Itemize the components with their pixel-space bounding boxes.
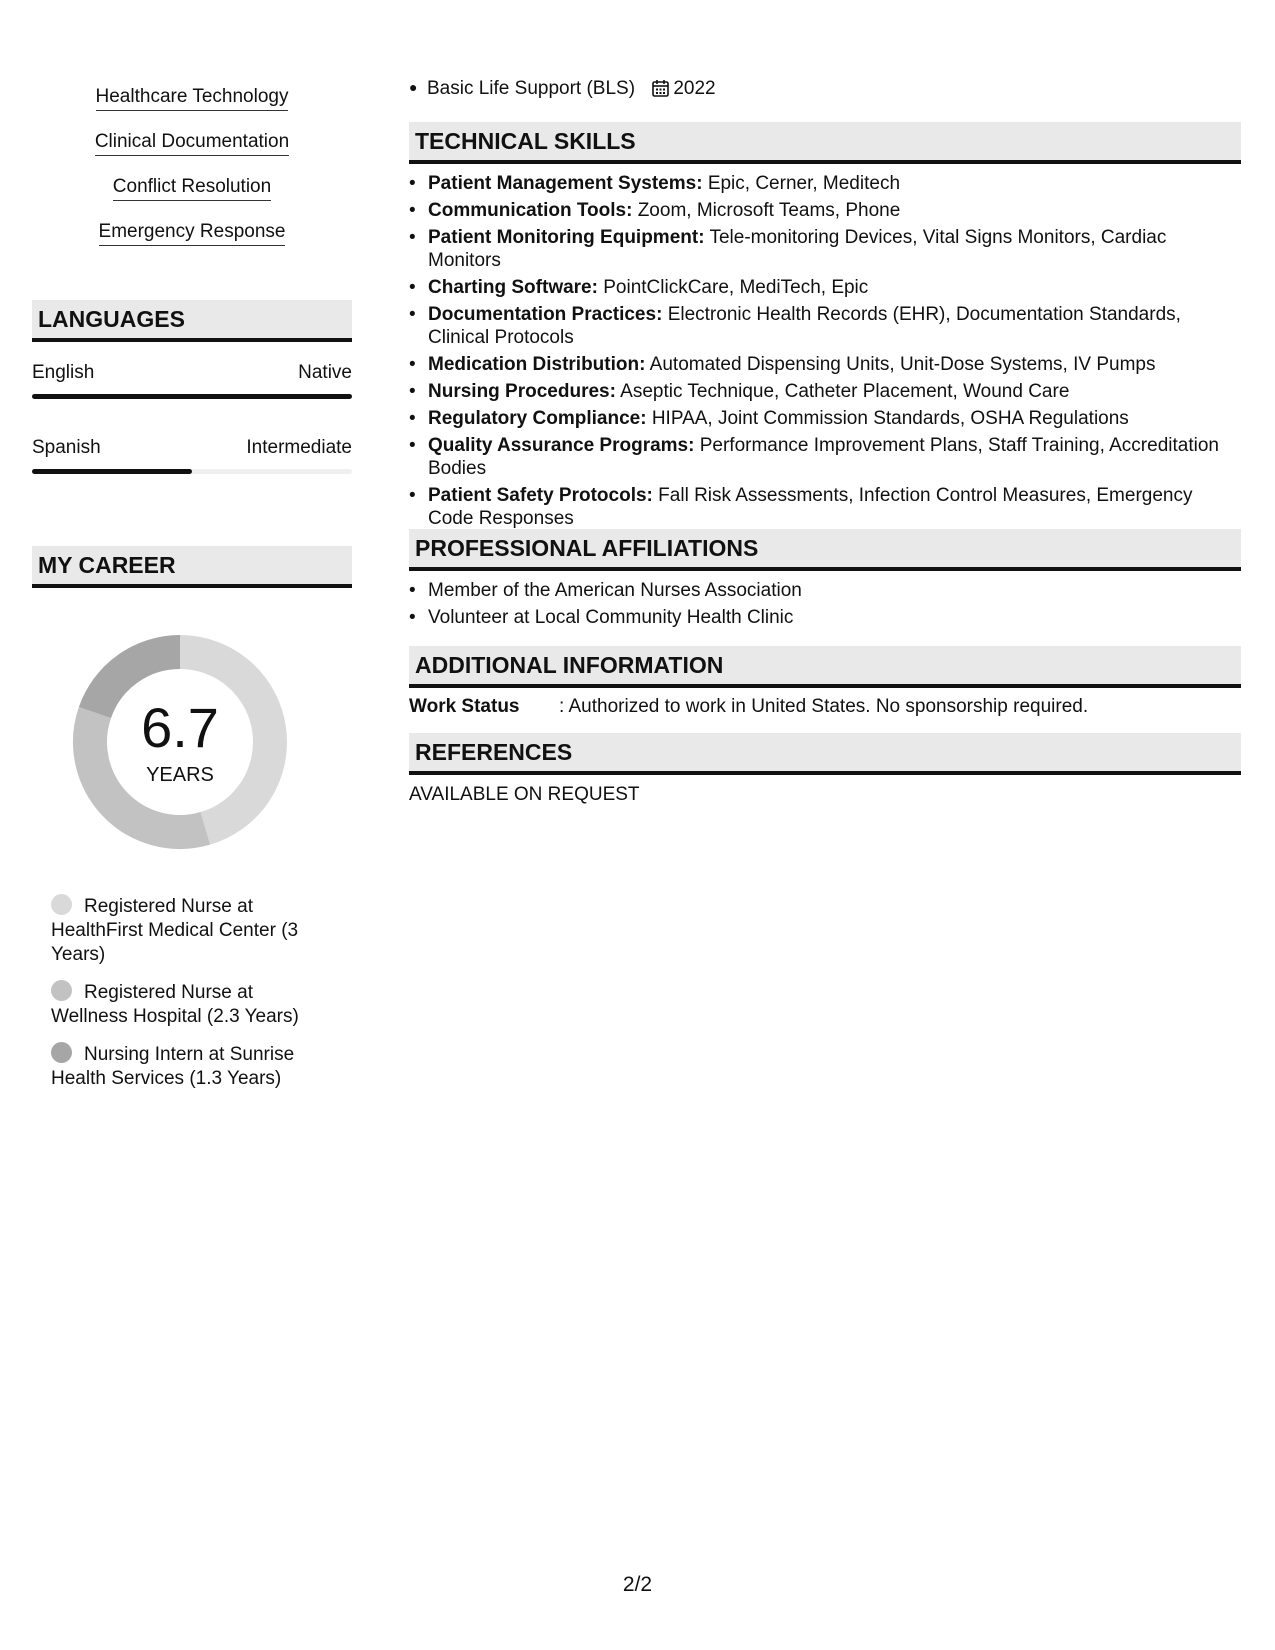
languages-section — [32, 300, 352, 474]
technical-skills-list — [409, 172, 1241, 530]
list-item: • Patient Management Systems: Epic, Cerner, Meditech — [409, 172, 1241, 195]
affiliations-section — [409, 529, 1241, 633]
language-level: Native — [298, 362, 352, 383]
affiliations-heading: PROFESSIONAL AFFILIATIONS — [409, 529, 1241, 571]
references-text: AVAILABLE ON REQUEST — [409, 784, 640, 805]
language-bar — [32, 394, 352, 399]
languages-heading: LANGUAGES — [32, 300, 352, 342]
list-item: • Patient Safety Protocols: Fall Risk Assessments, Infection Control Measures, Emergency Code Responses — [409, 484, 1241, 530]
references-section — [409, 733, 1241, 806]
skill-tag: Emergency Response — [32, 221, 352, 266]
career-legend-item: Registered Nurse at Wellness Hospital (2.3 Years) — [51, 982, 299, 1027]
language-bar — [32, 469, 352, 474]
language-name: Spanish — [32, 437, 101, 458]
certification-item: ● Basic Life Support (BLS) 2022 — [409, 78, 716, 103]
skill-tag: Healthcare Technology — [32, 86, 352, 131]
list-item: • Charting Software: PointClickCare, MediTech, Epic — [409, 276, 1241, 299]
career-heading: MY CAREER — [32, 546, 352, 588]
skill-tag: Clinical Documentation — [32, 131, 352, 176]
calendar-icon — [652, 79, 669, 103]
page-number: 2/2 — [622, 1573, 653, 1596]
list-item: • Volunteer at Local Community Health Clinic — [409, 606, 1241, 629]
references-heading: REFERENCES — [409, 733, 1241, 775]
affiliations-list — [409, 579, 1241, 629]
language-level: Intermediate — [246, 437, 352, 458]
list-item: • Patient Monitoring Equipment: Tele-monitoring Devices, Vital Signs Monitors, Cardiac Monitors — [409, 226, 1241, 272]
skill-tag: Conflict Resolution — [32, 176, 352, 221]
list-item: • Quality Assurance Programs: Performance Improvement Plans, Staff Training, Accreditation Bodies — [409, 434, 1241, 480]
career-donut — [66, 628, 294, 856]
language-item — [32, 437, 352, 474]
career-legend-item: Nursing Intern at Sunrise Health Services (1.3 Years) — [51, 1044, 295, 1089]
additional-info-heading: ADDITIONAL INFORMATION — [409, 646, 1241, 688]
work-status-row — [409, 696, 1241, 718]
language-bar-fill — [32, 394, 352, 399]
career-legend — [32, 894, 352, 1091]
legend-dot — [51, 1042, 72, 1063]
language-name: English — [32, 362, 95, 383]
certification-year: 2022 — [673, 78, 716, 99]
language-bar-fill — [32, 469, 192, 474]
career-unit: YEARS — [146, 764, 214, 786]
legend-dot — [51, 980, 72, 1001]
career-legend-item: Registered Nurse at HealthFirst Medical Center (3 Years) — [51, 896, 299, 965]
additional-info-section — [409, 646, 1241, 718]
technical-skills-heading: TECHNICAL SKILLS — [409, 122, 1241, 164]
list-item: • Medication Distribution: Automated Dispensing Units, Unit-Dose Systems, IV Pumps — [409, 353, 1241, 376]
list-item: • Member of the American Nurses Association — [409, 579, 1241, 602]
legend-dot — [51, 894, 72, 915]
language-item — [32, 362, 352, 399]
certification-name: Basic Life Support (BLS) — [427, 78, 636, 99]
work-status-label: Work Status — [409, 696, 520, 717]
technical-skills-section — [409, 122, 1241, 534]
list-item: • Communication Tools: Zoom, Microsoft Teams, Phone — [409, 199, 1241, 222]
career-section — [32, 546, 352, 1104]
list-item: • Nursing Procedures: Aseptic Technique, Catheter Placement, Wound Care — [409, 380, 1241, 403]
list-item: • Regulatory Compliance: HIPAA, Joint Commission Standards, OSHA Regulations — [409, 407, 1241, 430]
list-item: • Documentation Practices: Electronic Health Records (EHR), Documentation Standards, Clinical Protocols — [409, 303, 1241, 349]
work-status-value: : Authorized to work in United States. No sponsorship required. — [559, 696, 1089, 717]
career-total: 6.7 — [141, 696, 219, 759]
skills-list — [32, 86, 352, 266]
